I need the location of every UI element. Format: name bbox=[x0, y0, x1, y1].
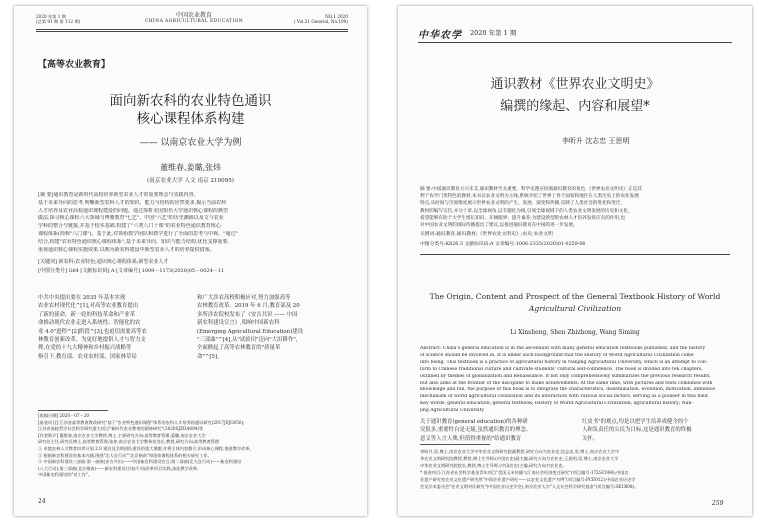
en-abstract bbox=[420, 346, 730, 415]
cn-abstract-line: 对中国农业文明的国际传播提出了建议,以推进通识教育在中国的进一步发展。 bbox=[420, 223, 578, 229]
footnote-line: [作者简介] 董维春,南京农业大学教授,博士,主要研究方向:高等教育管理;姜璐,南京农业大学 bbox=[38, 432, 206, 438]
right-body-column-2 bbox=[582, 418, 730, 443]
en-title-line2: Agricultural Civilization bbox=[528, 304, 622, 313]
en-title-line1: The Origin, Content and Prospect of the General Textbook History of World bbox=[429, 292, 721, 301]
footnote-line: [基金项目] 江苏省高等教育教改研究"基于"农业特色通识课程"体系的农科人才培养的通识研究(2017JSJG050); bbox=[38, 419, 245, 425]
footnote-line: 会及学术委员会"农业文明对比研究"(中国农业历史学会),南京农业大学"人文社会科学研究基金"(项目编号:SK1B08)。 bbox=[420, 484, 639, 489]
body-text-line: 林教育创新改革。为更好地提供人才与智力支 bbox=[38, 337, 146, 344]
keywords: [关键词] 新农科;农业特色;通识核心课程体系;新型农业人才 bbox=[38, 259, 169, 265]
footnote-line: 业遗产研究室农业文化遗产研究所"中国农业遗产研究——以农业文化遗产为例"(项目编号:PCE012);中国农业历史学 bbox=[420, 477, 636, 482]
section-tag: 【高等农业教育】 bbox=[38, 60, 111, 70]
en-abstract-line: Abstract: China's general education is in the ascendant with many general education textbooks published, and the history bbox=[420, 346, 706, 351]
cn-abstract-line: 希望能够有助于大学生增长知识、开阔眼界、提升素养,为建设新型的农林人才培养发挥应有的作用,也 bbox=[420, 215, 626, 221]
right-title-line2: 编撰的缘起、内容和展望* bbox=[500, 99, 650, 114]
footnote-divider bbox=[38, 410, 108, 411]
article-authors: 董维春,姜璐,张炜 bbox=[159, 163, 222, 172]
cn-abstract-line: 摘 要:中国通识教育方兴未艾,通识教材至关重要。科学史理应扮演通识教育的角色,《世界农业文明史》正是其 bbox=[420, 187, 642, 192]
footnote-line: (八大行动);第三部曲(北京指南)——新农科建设(百校千项)改革项目实践,深化教学改革, bbox=[38, 465, 199, 471]
body-column-1 bbox=[38, 294, 184, 361]
right-footnotes bbox=[420, 448, 730, 490]
footnote-line: 中华农业文明研究院院长,教授,博士生导师,(中国农史)主编,研究方向为农业史。 bbox=[420, 463, 567, 468]
en-authors: Li Xinsheng, Shen Zhizhong, Wang Siming bbox=[510, 329, 640, 336]
right-page-number: 259 bbox=[712, 500, 724, 507]
body-text-line: 命"^[5]。 bbox=[197, 353, 223, 360]
abstract-line: [摘 要]通识教育是新时代高校培养新型农业人才的重要理念与实践内容。 bbox=[38, 192, 199, 198]
cn-abstract-line: 利于农学门类特色的教材,本书以农业文明为主线,系统介绍了世界上各个国家和地区在人类历史上的农业发展 bbox=[420, 194, 639, 200]
abstract-line: 重视通识核心课程实施效果,以期为新农科建设中新型农业人才的培养提供借鉴。 bbox=[38, 246, 215, 253]
footnote-line: 研究处主任,研究员博士,高等教育管理;张炜,南京农业大学教务处处长,教授,研究方向:高等教育管理 bbox=[38, 439, 220, 445]
en-abstract-line: into being. This textbook is a practice of agricultural history in Nanjing Agricultural University, which is an attempt to con- bbox=[420, 359, 708, 365]
footnote-line: 李昕升,男,博士,南京农业大学中华农业文明研究院副教授,研究方向为农业史;沈志忠,男,博士,南京农业大学中 bbox=[420, 449, 620, 454]
en-abstract-line: knowledge and fun, the purpose of this book is to integrate the characteristics, dissemination, evolution, motivation, influence bbox=[420, 387, 716, 393]
body-text-line: 和广大涉农高校积极应对,努力加强高等 bbox=[197, 295, 291, 301]
body-text-line: 农林教育改革。2019 年 6 月,教育部及 20 bbox=[197, 303, 300, 310]
abstract-line: 人才培养及农业高校通识课程建设的问题。通过探析美国知名大学通识核心课程的典型 bbox=[38, 207, 229, 214]
body-text-line: 命推动现代农业走进入系统性、智能化的农 bbox=[38, 320, 141, 327]
abstract-line: 结合,构建"农业特色通识核心课程体系";基于未来导向、知识与能力结构;优化支撑重要, bbox=[38, 238, 230, 245]
abstract-line: 课程体系(简称"八门课")。基于此,对领衔教学团队和教学进行了全面的思考与中观、"通过" bbox=[38, 230, 238, 237]
body-text-line: 中共中央提出要在 2035 年基本实现 bbox=[38, 295, 126, 301]
classification-codes: [中图分类号] G64 [文献标识码] A [文章编号] 1009－1173(2020)05－0024－11 bbox=[38, 268, 225, 274]
body-text-line: 了新的使命。新一轮的科技革命和产业革 bbox=[38, 311, 136, 318]
en-abstract-line: Key words: general education; general textbook; History of World Agricultural Civilization; agricultural history; Nan- bbox=[420, 401, 694, 407]
left-article-page bbox=[14, 6, 367, 516]
abstract-line: 基于未来导向的思考,明晰新型农科人才的知识、能力与结构的应然要求,揭示当前农科 bbox=[38, 199, 227, 206]
article-title-line2: 核心课程体系构建 bbox=[136, 111, 245, 127]
body-text-line: 撑,在党的十九大精神和乡村振兴战略等 bbox=[38, 345, 132, 352]
cn-keywords: 关键词:通识教育;通识教材;《世界农业文明史》;农史;农业文明 bbox=[420, 232, 553, 237]
cn-abstract bbox=[420, 186, 730, 229]
right-article-page bbox=[398, 6, 752, 516]
right-footnote-divider bbox=[420, 444, 490, 445]
body-column-2 bbox=[197, 294, 343, 361]
journal-logo: 中华农学 bbox=[418, 30, 462, 41]
footnote-line: 江苏省高校哲学社会科学研究重大项目"新时代农业教育的精神研究"(2020SJZDA094)等 bbox=[38, 426, 204, 432]
journal-name-header bbox=[124, 12, 264, 25]
left-header-volume-line1: NO.1 2020 bbox=[325, 14, 348, 19]
en-abstract-line: outlined by themes of globalization and Renaissance. It not only comprehensively summarizes the previous research results, bbox=[420, 373, 711, 379]
left-header-issue bbox=[36, 14, 106, 25]
right-authors: 李昕升 沈志忠 王思明 bbox=[562, 137, 630, 145]
right-body-column-1 bbox=[420, 418, 568, 443]
cn-abstract-line: 教材的编写宗旨,并分十章,以全球视角,以专题化为线,引领全球视域下的人类农业文明发展的历史和文化, bbox=[420, 208, 630, 214]
abstract-line: 做法,探寻核心课程六大领域与博雅教育"七艺"、中国"六艺"的历史渊源以及文与农业 bbox=[38, 215, 224, 222]
body-text-line: "三部曲"^[4],从"试验田"迈向"大田耕作", bbox=[197, 337, 298, 344]
footnote-line: 中国新农科建设的"对工作"。 bbox=[38, 472, 93, 478]
right-title-line1: 通识教材《世界农业文明史》 bbox=[490, 77, 660, 92]
left-header-issue-line2: (总第 91 期 第 112 期) bbox=[36, 19, 81, 25]
left-header-issue-line1: 2020 年第 1 期 bbox=[36, 14, 66, 19]
header-rule-thin bbox=[36, 31, 348, 32]
body-text-line: 究很多,重要性自是无疑,虽然通识教育的理念、 bbox=[420, 427, 532, 434]
abstract-divider bbox=[420, 254, 730, 255]
body-text-line: 意义等人言人殊,但值得重视的"给通识教育 bbox=[420, 435, 522, 442]
page-number: 24 bbox=[38, 498, 46, 505]
body-text-line: 关于通识教育(general education)的各种研 bbox=[420, 419, 528, 425]
journal-name-cn: 中国农业教育 bbox=[175, 12, 212, 19]
en-abstract-line: of science should be involved in. It is under such background that the History of World Agricultural Civilization came bbox=[420, 352, 694, 358]
journal-name-en: CHINA AGRICULTURAL EDUCATION bbox=[144, 19, 244, 24]
en-abstract-line: mechanism of world agricultural civilization and its interaction with various social factors, serving as a pioneer in this field. bbox=[420, 394, 710, 400]
right-header-issue: 2020 年第 1 期 bbox=[470, 29, 517, 37]
body-text-line: 指引下,教育部、农业农村部、国家林草局 bbox=[38, 353, 137, 360]
footnote-line: [收稿日期] 2020－07－20 bbox=[38, 413, 90, 418]
article-affiliation: (南京农业大学 人文 南京 210095) bbox=[147, 178, 234, 184]
cn-abstract-line: 特点,从时间与空间维度展示世界农业文明的产生、发展、演变和传播,反映了人类社会的进化和变迁, bbox=[420, 201, 622, 207]
left-header-volume-line2: ( Vol.21 General, No.199) bbox=[293, 19, 348, 25]
body-text-line: 多所涉农院校发布了《安吉共识 —— 中国 bbox=[197, 311, 298, 318]
right-header-rule bbox=[418, 42, 732, 43]
body-text-line: 新农科建设宣言》,唱响中国新农科 bbox=[197, 320, 280, 327]
header-rule bbox=[36, 29, 348, 30]
body-text-line: 业 4.0"进程^[2]阶段^[3],也迫切需要高等农 bbox=[38, 328, 147, 335]
article-title-line1: 面向新农科的农业特色通识 bbox=[109, 93, 272, 109]
en-abstract-line: but also aims at the frontier of the discipline to make achievements. At the same time, with pictures and texts combined with bbox=[420, 380, 713, 386]
body-text-line: 人和负责任的公民为目标,这是通识教育的终极 bbox=[582, 427, 692, 434]
en-abstract-line: jing Agricultural University bbox=[420, 408, 484, 414]
footnote-line: 华农业文明研究院教授,教授,博士生导师;(中国农史)副主编,研究方向为农业史;王思明,男,博士,南京农业大学 bbox=[420, 456, 619, 461]
body-text-line: (Emerging Agricultural Education)建设 bbox=[197, 328, 304, 335]
body-text-line: 红皮书"的观点,均是以把学生培养成健全的个 bbox=[582, 419, 689, 425]
body-text-line: 全面掀起了高等农林教育的"质量革 bbox=[197, 345, 281, 352]
abstract bbox=[38, 192, 343, 254]
cn-classification: 中图分类号:K826.3 文献标识码:A 文章编号:1006-2335(2020)01-0259-06 bbox=[420, 242, 586, 247]
footnote-line: * 基金项目:江苏省社会科学基金青年项目"美国玉米传播与江南社会经济变迁研究"(项目编号:17LSC004);中国农 bbox=[420, 470, 629, 475]
footnote-line: ② 根据新农科建设的基本内涵,围绕"北大仓行动""北京指南"和国家课程体系的相关研究工作。 bbox=[38, 452, 212, 458]
body-text-line: 农业农村现代化^[1],对高等农业教育提出 bbox=[38, 303, 139, 310]
article-subtitle: —— 以南京农业大学为例 bbox=[139, 138, 242, 148]
en-abstract-line: form to Chinese traditional culture and cultivate students' cultural self-confidence. The book is divided into ten chapters, bbox=[420, 366, 703, 372]
footnotes bbox=[38, 413, 343, 479]
abstract-line: 学科的整合与链接,并基于校本基础,构建了"六类八门十课"的农业特色通识教育核心 bbox=[38, 223, 221, 230]
body-text-line: 关怀。 bbox=[582, 435, 599, 442]
footnote-line: ① 卓越农林人才教育培养计划 2.0 建设及名师团队建设的重大课题,并将主体内容整合,形成核心课程,推进教学改革。 bbox=[38, 445, 254, 451]
footnote-line: ③ 中国新农科建设三部曲:第一部曲(安吉共识)——中国新农科建设宣言;第二部曲(北大仓行动)——新农科建设 bbox=[38, 459, 242, 465]
left-header-volume bbox=[276, 14, 348, 25]
